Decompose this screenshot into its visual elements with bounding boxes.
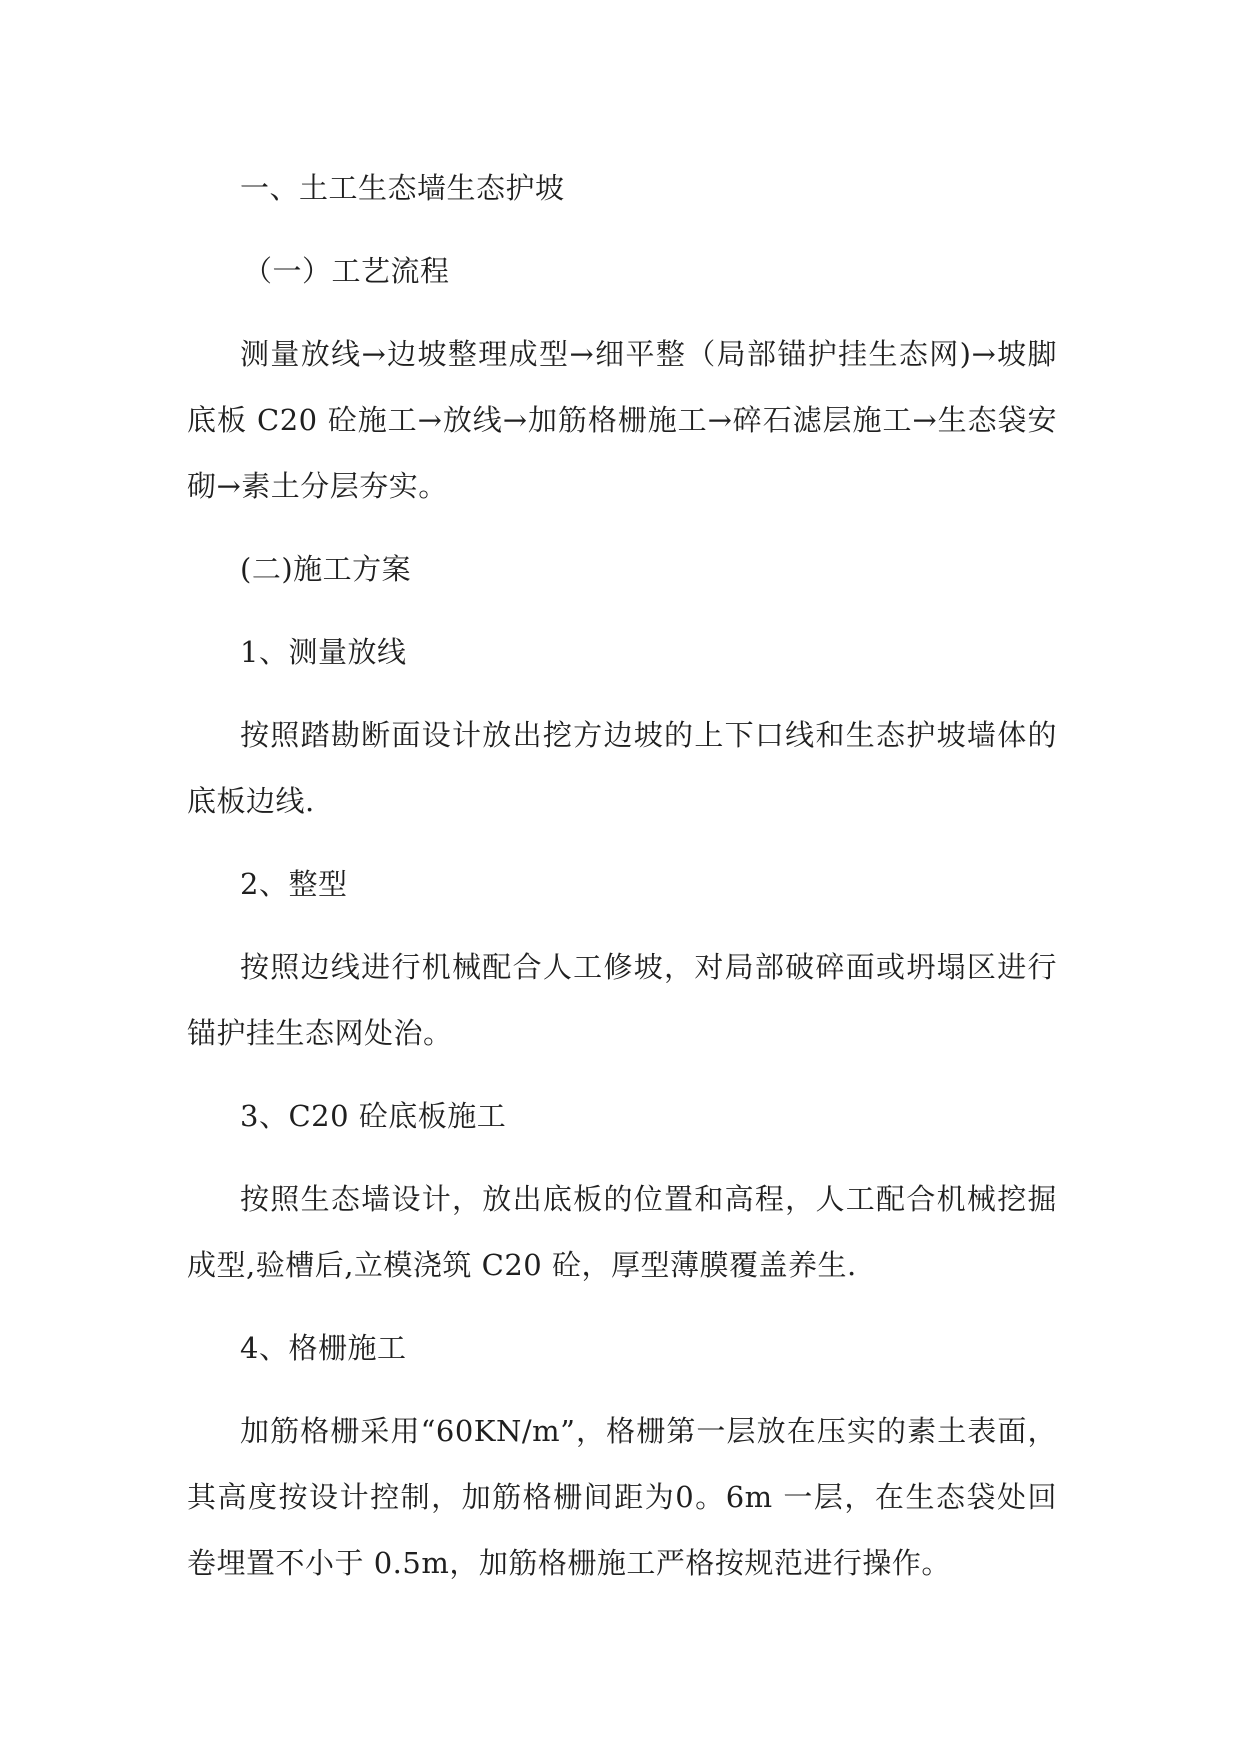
subsection-heading: （一）工艺流程 (243, 254, 450, 288)
process-flow-paragraph: 测量放线→边坡整理成型→细平整（局部锚护挂生态网)→坡脚底板 C20 砼施工→放线→加筋格栅施工→碎石滤层施工→生态袋安砌→素土分层夯实。 (187, 337, 1057, 503)
document-body (187, 155, 1057, 1613)
body-paragraph: 加筋格栅采用“60KN/m”，格栅第一层放在压实的素土表面，其高度按设计控制，加筋格栅间距为0。6m 一层，在生态袋处回卷埋置不小于 0.5m，加筋格栅施工严格按规范进行操作。 (187, 1414, 1057, 1580)
subsection-heading: (二)施工方案 (240, 552, 412, 586)
section-heading: 一、土工生态墙生态护坡 (240, 171, 565, 205)
item-heading: 2、整型 (240, 867, 348, 901)
body-paragraph: 按照边线进行机械配合人工修坡，对局部破碎面或坍塌区进行锚护挂生态网处治。 (187, 950, 1057, 1050)
body-paragraph: 按照生态墙设计，放出底板的位置和高程，人工配合机械挖掘成型,验槽后,立模浇筑 C20 砼，厚型薄膜覆盖养生. (187, 1182, 1057, 1282)
body-paragraph: 按照踏勘断面设计放出挖方边坡的上下口线和生态护坡墙体的底板边线. (187, 718, 1057, 818)
item-heading: 3、C20 砼底板施工 (240, 1099, 507, 1133)
item-heading: 1、测量放线 (240, 635, 407, 669)
item-heading: 4、格栅施工 (240, 1331, 407, 1365)
